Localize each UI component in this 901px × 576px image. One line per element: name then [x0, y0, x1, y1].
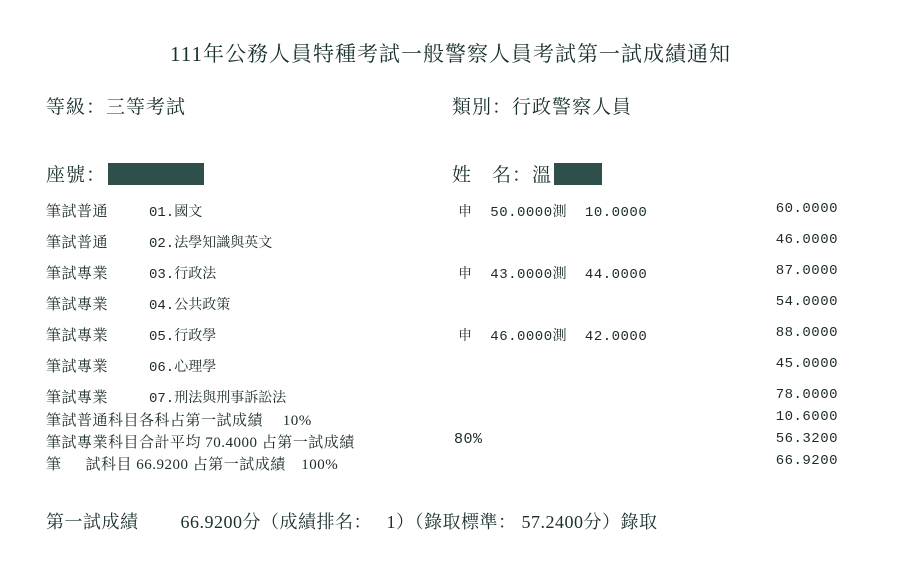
subject-score: 87.0000	[775, 263, 838, 279]
final-result-line: 第一試成績 66.9200分（成績排名： 1）（錄取標準： 57.2400分）錄取	[46, 512, 658, 532]
subject-type: 筆試專業	[46, 266, 109, 282]
subject-score: 60.0000	[775, 201, 838, 217]
table-row	[46, 322, 856, 353]
seat-number-row	[46, 160, 204, 187]
candidate-name-redaction	[554, 163, 602, 185]
subject-name: 03.行政法	[149, 267, 217, 283]
exam-category: 類別：行政警察人員	[452, 97, 633, 118]
subject-score: 46.0000	[775, 232, 838, 248]
subject-name: 02.法學知識與英文	[149, 236, 273, 252]
seat-number-redaction	[108, 163, 204, 185]
subject-type: 筆試普通	[46, 204, 109, 220]
subject-score: 45.0000	[775, 356, 838, 372]
score-summary-list	[46, 409, 856, 475]
table-row	[46, 291, 856, 322]
subject-name: 06.心理學	[149, 360, 217, 376]
summary-row	[46, 453, 856, 475]
subject-score: 78.0000	[775, 387, 838, 403]
seat-number-label: 座號：	[46, 165, 107, 186]
subject-detail: 申 43.0000測 44.0000	[458, 267, 648, 283]
subject-name: 01.國文	[149, 205, 203, 221]
summary-score: 66.9200	[775, 453, 838, 469]
subject-type: 筆試專業	[46, 390, 109, 406]
subject-type: 筆試專業	[46, 359, 109, 375]
exam-grade: 等級：三等考試	[46, 97, 187, 118]
candidate-name-label: 姓 名：溫	[452, 165, 553, 186]
subject-score: 54.0000	[775, 294, 838, 310]
subject-type: 筆試專業	[46, 328, 109, 344]
candidate-name-row	[452, 160, 602, 187]
summary-weight: 80%	[454, 431, 483, 448]
summary-label: 筆 試科目 66.9200 占第一試成績 100%	[46, 457, 339, 473]
subject-type: 筆試專業	[46, 297, 109, 313]
subject-type: 筆試普通	[46, 235, 109, 251]
subject-detail: 申 50.0000測 10.0000	[458, 205, 648, 221]
subject-score: 88.0000	[775, 325, 838, 341]
subject-name: 04.公共政策	[149, 298, 231, 314]
subject-name: 07.刑法與刑事訴訟法	[149, 391, 287, 407]
summary-score: 10.6000	[775, 409, 838, 425]
subject-name: 05.行政學	[149, 329, 217, 345]
summary-row	[46, 431, 856, 453]
page-title: 111年公務人員特種考試一般警察人員考試第一試成績通知	[170, 42, 731, 66]
summary-row	[46, 409, 856, 431]
subject-detail: 申 46.0000測 42.0000	[458, 329, 648, 345]
summary-label: 筆試普通科目各科占第一試成績 10%	[46, 413, 312, 429]
table-row	[46, 198, 856, 229]
summary-score: 56.3200	[775, 431, 838, 447]
subject-score-list	[46, 198, 856, 415]
table-row	[46, 353, 856, 384]
table-row	[46, 260, 856, 291]
summary-label: 筆試專業科目合計平均 70.4000 占第一試成績	[46, 435, 355, 451]
table-row	[46, 229, 856, 260]
